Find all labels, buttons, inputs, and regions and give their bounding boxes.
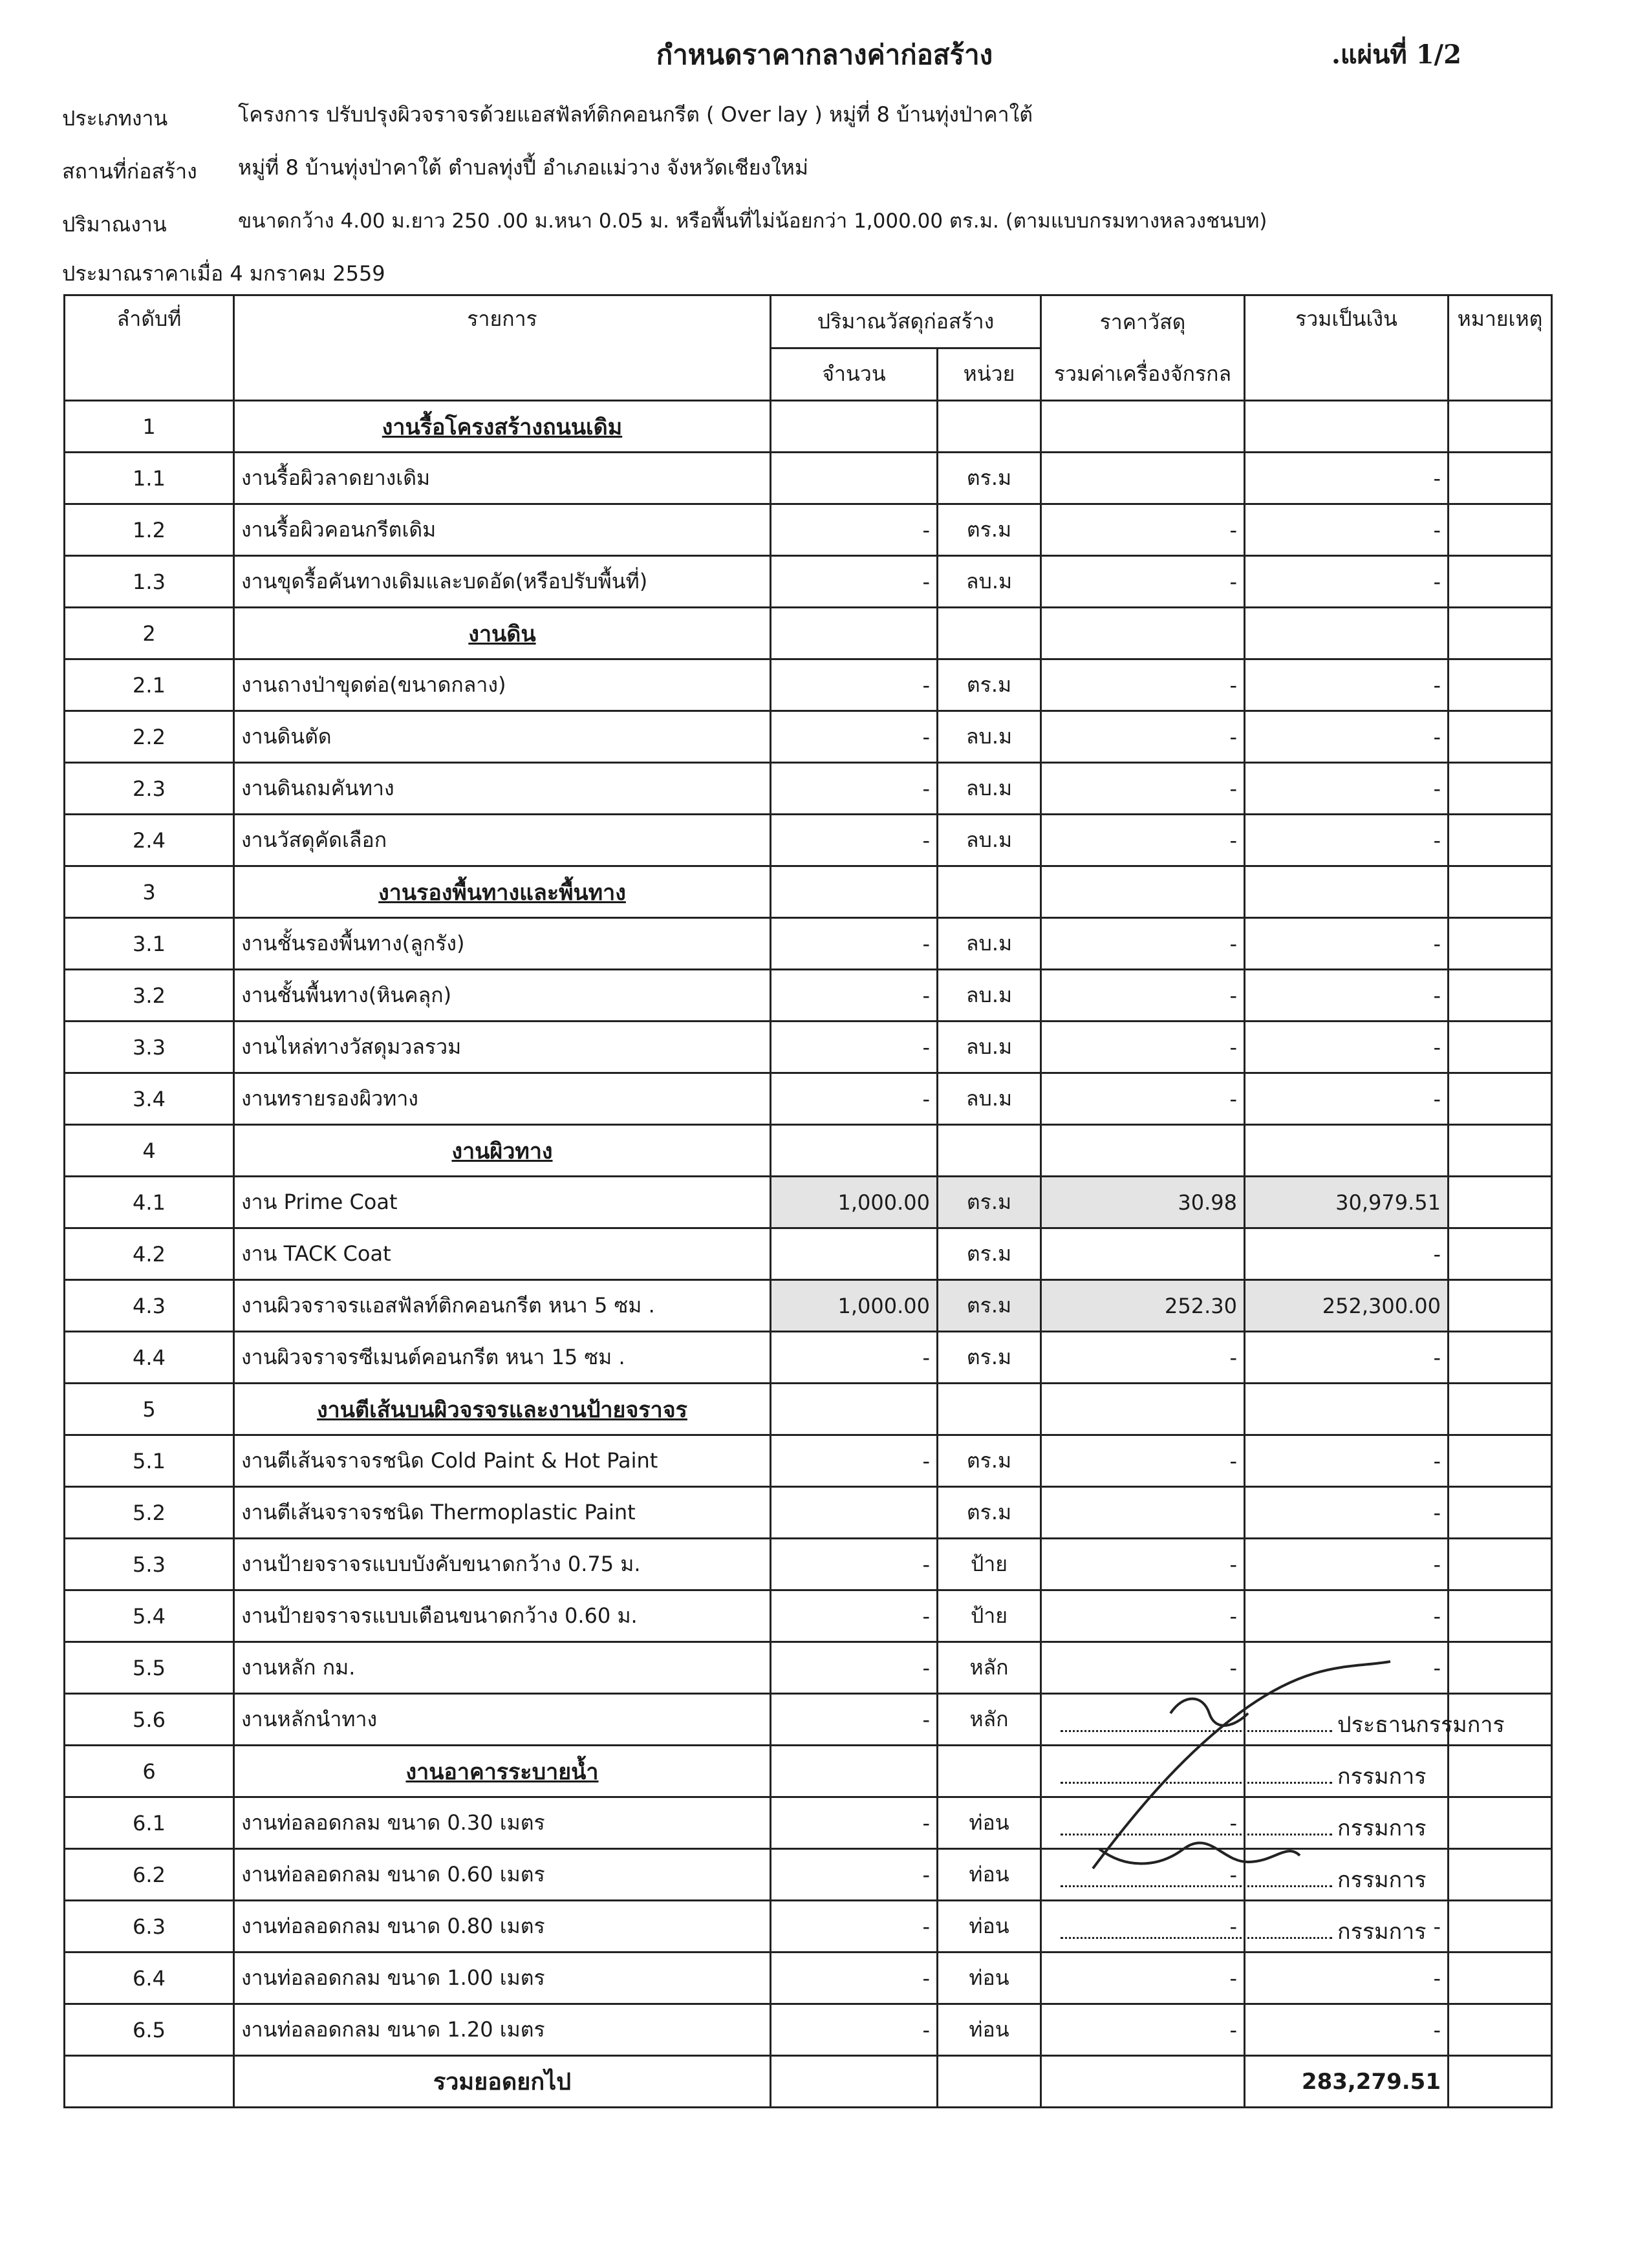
signature-role: กรรมการ <box>1337 1815 1427 1841</box>
section-title: งานดิน <box>234 608 771 659</box>
signature-block <box>1061 1681 1643 1952</box>
cell-unit: ท่อน <box>938 1901 1041 1952</box>
cell-price <box>1041 1125 1245 1177</box>
row-item: งานตีเส้นจราจรชนิด Cold Paint & Hot Paint <box>234 1435 771 1487</box>
cell-price <box>1041 608 1245 659</box>
row-no: 5.1 <box>65 1435 234 1487</box>
meta-value-site: หมู่ที่ 8 บ้านทุ่งป่าคาใต้ ตำบลทุ่งปี้ อำเภอแม่วาง จังหวัดเชียงใหม่ <box>238 155 808 180</box>
cell-qty: - <box>771 1901 938 1952</box>
row-item: งานหลัก กม. <box>234 1642 771 1694</box>
row-item: งานรื้อผิวลาดยางเดิม <box>234 453 771 504</box>
cell-total: - <box>1245 1435 1449 1487</box>
page-title: กำหนดราคากลางค่าก่อสร้าง <box>656 39 993 70</box>
row-no: 1 <box>65 401 234 453</box>
cell-qty: 1,000.00 <box>771 1177 938 1228</box>
cell-total: - <box>1245 1332 1449 1384</box>
section-title: งานตีเส้นบนผิวจรจรและงานป้ายจราจร <box>234 1384 771 1435</box>
cell-price: - <box>1041 1022 1245 1073</box>
cell-unit: ลบ.ม <box>938 970 1041 1022</box>
total-blank-unit <box>938 2056 1041 2108</box>
row-no: 3 <box>65 866 234 918</box>
section-row <box>65 866 1552 918</box>
cell-qty: - <box>771 1952 938 2004</box>
row-no: 5.4 <box>65 1590 234 1642</box>
cell-price: - <box>1041 1332 1245 1384</box>
cell-total <box>1245 608 1449 659</box>
signature-role: กรรมการ <box>1337 1764 1427 1790</box>
cell-qty: - <box>771 1332 938 1384</box>
cell-total: - <box>1245 711 1449 763</box>
total-row <box>65 2056 1552 2108</box>
cell-remark <box>1449 1435 1552 1487</box>
meta-value-quantity: ขนาดกว้าง 4.00 ม.ยาว 250 .00 ม.หนา 0.05 ม. หรือพื้นที่ไม่น้อยกว่า 1,000.00 ตร.ม. (ตามแบบกรมทางหลวงชนบท) <box>238 209 1267 233</box>
cell-remark <box>1449 711 1552 763</box>
row-no: 6.1 <box>65 1797 234 1849</box>
cell-total <box>1245 1125 1449 1177</box>
cell-unit: ตร.ม <box>938 1332 1041 1384</box>
cell-unit <box>938 866 1041 918</box>
cell-price: - <box>1041 1073 1245 1125</box>
cell-remark <box>1449 1125 1552 1177</box>
cell-total: - <box>1245 1228 1449 1280</box>
cell-price: - <box>1041 970 1245 1022</box>
cell-qty <box>771 1384 938 1435</box>
row-item: งานรื้อผิวคอนกรีตเดิม <box>234 504 771 556</box>
table-row <box>65 763 1552 815</box>
row-item: งานวัสดุคัดเลือก <box>234 815 771 866</box>
cell-remark <box>1449 659 1552 711</box>
cell-remark <box>1449 918 1552 970</box>
total-blank <box>65 2056 234 2108</box>
cell-price: - <box>1041 1435 1245 1487</box>
section-title: งานอาคารระบายน้ำ <box>234 1746 771 1797</box>
row-no: 4.2 <box>65 1228 234 1280</box>
cell-price <box>1041 453 1245 504</box>
cell-price: - <box>1041 1901 1245 1952</box>
cell-price <box>1041 401 1245 453</box>
cell-total: - <box>1245 815 1449 866</box>
cell-price: - <box>1041 763 1245 815</box>
row-item: งานทรายรองผิวทาง <box>234 1073 771 1125</box>
cell-unit: ตร.ม <box>938 504 1041 556</box>
cell-qty: - <box>771 815 938 866</box>
cell-price: - <box>1041 1849 1245 1901</box>
table-row <box>65 1177 1552 1228</box>
row-item: งานดินตัด <box>234 711 771 763</box>
table-row <box>65 453 1552 504</box>
row-no: 4.4 <box>65 1332 234 1384</box>
table-row <box>65 1280 1552 1332</box>
table-row <box>65 1332 1552 1384</box>
header-price <box>1041 295 1245 401</box>
cell-unit: ท่อน <box>938 1849 1041 1901</box>
row-no: 3.1 <box>65 918 234 970</box>
row-no: 1.2 <box>65 504 234 556</box>
signature-line <box>1061 1914 1426 1949</box>
meta-label-quantity: ปริมาณงาน <box>62 212 167 237</box>
cell-qty <box>771 401 938 453</box>
row-item: งานผิวจราจรแอสฟัลท์ติกคอนกรีต หนา 5 ซม . <box>234 1280 771 1332</box>
cell-total: 30,979.51 <box>1245 1177 1449 1228</box>
row-no: 5 <box>65 1384 234 1435</box>
row-no: 5.5 <box>65 1642 234 1694</box>
cell-unit: ตร.ม <box>938 1487 1041 1539</box>
cell-unit: ลบ.ม <box>938 1073 1041 1125</box>
row-item: งานตีเส้นจราจรชนิด Thermoplastic Paint <box>234 1487 771 1539</box>
cell-qty: - <box>771 1642 938 1694</box>
row-item: งานท่อลอดกลม ขนาด 0.60 เมตร <box>234 1849 771 1901</box>
cell-total: - <box>1245 1901 1449 1952</box>
cell-unit: ป้าย <box>938 1539 1041 1590</box>
cell-qty <box>771 1487 938 1539</box>
cell-price: - <box>1041 2004 1245 2056</box>
cell-total: - <box>1245 1073 1449 1125</box>
cell-price: - <box>1041 504 1245 556</box>
cell-unit <box>938 401 1041 453</box>
meta-label-work-type: ประเภทงาน <box>62 106 168 131</box>
cell-price: - <box>1041 1952 1245 2004</box>
signature-role: กรรมการ <box>1337 1867 1427 1893</box>
cell-price <box>1041 1384 1245 1435</box>
table-row <box>65 1487 1552 1539</box>
cell-unit: ลบ.ม <box>938 711 1041 763</box>
cell-qty: 1,000.00 <box>771 1280 938 1332</box>
table-row <box>65 1228 1552 1280</box>
cell-qty: - <box>771 1022 938 1073</box>
signature-role: ประธานกรรมการ <box>1337 1712 1505 1738</box>
cell-qty: - <box>771 970 938 1022</box>
table-row <box>65 1590 1552 1642</box>
cell-remark <box>1449 1280 1552 1332</box>
row-item: งานหลักนำทาง <box>234 1694 771 1746</box>
row-no: 1.3 <box>65 556 234 608</box>
total-blank-qty <box>771 2056 938 2108</box>
table-header <box>65 295 1552 401</box>
cell-remark <box>1449 815 1552 866</box>
row-no: 4.3 <box>65 1280 234 1332</box>
total-value: 283,279.51 <box>1245 2056 1449 2108</box>
cell-price: - <box>1041 556 1245 608</box>
table-row <box>65 815 1552 866</box>
row-no: 1.1 <box>65 453 234 504</box>
cell-unit: ตร.ม <box>938 453 1041 504</box>
table-row <box>65 659 1552 711</box>
table-row <box>65 1022 1552 1073</box>
cell-remark <box>1449 608 1552 659</box>
signature-role: กรรมการ <box>1337 1919 1427 1945</box>
header-qty-group: ปริมาณวัสดุก่อสร้าง <box>771 295 1041 348</box>
cell-qty: - <box>771 1435 938 1487</box>
cell-qty: - <box>771 659 938 711</box>
cell-total <box>1245 1384 1449 1435</box>
cell-total: - <box>1245 504 1449 556</box>
handwritten-signature-icon <box>1054 1655 1507 1888</box>
cell-unit: ลบ.ม <box>938 556 1041 608</box>
section-title: งานรองพื้นทางและพื้นทาง <box>234 866 771 918</box>
header-no: ลำดับที่ <box>65 295 234 401</box>
cell-total: - <box>1245 918 1449 970</box>
cell-total: - <box>1245 1642 1449 1694</box>
row-no: 6.2 <box>65 1849 234 1901</box>
table-row <box>65 556 1552 608</box>
table-row <box>65 1952 1552 2004</box>
row-item: งานผิวจราจรซีเมนต์คอนกรีต หนา 15 ซม . <box>234 1332 771 1384</box>
table-row <box>65 918 1552 970</box>
table-row <box>65 970 1552 1022</box>
row-no: 5.6 <box>65 1694 234 1746</box>
cell-qty <box>771 1746 938 1797</box>
cell-qty: - <box>771 1073 938 1125</box>
row-item: งานท่อลอดกลม ขนาด 0.30 เมตร <box>234 1797 771 1849</box>
cell-total: - <box>1245 453 1449 504</box>
cell-remark <box>1449 1590 1552 1642</box>
row-no: 2.1 <box>65 659 234 711</box>
cell-qty: - <box>771 1539 938 1590</box>
cell-total: - <box>1245 763 1449 815</box>
row-item: งาน Prime Coat <box>234 1177 771 1228</box>
section-row <box>65 608 1552 659</box>
cell-qty: - <box>771 556 938 608</box>
cell-remark <box>1449 1952 1552 2004</box>
row-no: 5.2 <box>65 1487 234 1539</box>
cell-unit: ท่อน <box>938 2004 1041 2056</box>
section-title: งานรื้อโครงสร้างถนนเดิม <box>234 401 771 453</box>
cell-price <box>1041 1487 1245 1539</box>
row-item: งานท่อลอดกลม ขนาด 1.00 เมตร <box>234 1952 771 2004</box>
row-item: งานไหล่ทางวัสดุมวลรวม <box>234 1022 771 1073</box>
meta-value-work-type: โครงการ ปรับปรุงผิวจราจรด้วยแอสฟัลท์ติกคอนกรีต ( Over lay ) หมู่ที่ 8 บ้านทุ่งป่าคาใต้ <box>238 102 1033 127</box>
row-item: งานดินถมคันทาง <box>234 763 771 815</box>
cell-total: - <box>1245 1487 1449 1539</box>
meta-label-site: สถานที่ก่อสร้าง <box>62 159 197 184</box>
row-item: งาน TACK Coat <box>234 1228 771 1280</box>
row-no: 2.3 <box>65 763 234 815</box>
cell-price: - <box>1041 711 1245 763</box>
cell-total: - <box>1245 970 1449 1022</box>
cell-total: - <box>1245 1539 1449 1590</box>
row-item: งานถางป่าขุดต่อ(ขนาดกลาง) <box>234 659 771 711</box>
cell-qty <box>771 608 938 659</box>
cell-qty: - <box>771 711 938 763</box>
table-row <box>65 1435 1552 1487</box>
table-row <box>65 711 1552 763</box>
cell-qty: - <box>771 1590 938 1642</box>
cell-unit: หลัก <box>938 1694 1041 1746</box>
row-item: งานขุดรื้อคันทางเดิมและบดอัด(หรือปรับพื้นที่) <box>234 556 771 608</box>
cell-unit: หลัก <box>938 1642 1041 1694</box>
cell-remark <box>1449 1384 1552 1435</box>
cell-qty <box>771 1125 938 1177</box>
row-no: 6.3 <box>65 1901 234 1952</box>
cell-remark <box>1449 1073 1552 1125</box>
cell-unit <box>938 1384 1041 1435</box>
cell-total: - <box>1245 659 1449 711</box>
sheet-number: .แผ่นที่ 1/2 <box>1331 39 1461 70</box>
header-qty: จำนวน <box>771 348 938 401</box>
cell-price <box>1041 866 1245 918</box>
header-price-line1: ราคาวัสดุ <box>1099 310 1186 334</box>
cell-price: - <box>1041 1642 1245 1694</box>
section-row <box>65 1384 1552 1435</box>
cell-remark <box>1449 1177 1552 1228</box>
cell-remark <box>1449 970 1552 1022</box>
cell-unit <box>938 1746 1041 1797</box>
cell-unit: ลบ.ม <box>938 763 1041 815</box>
section-row <box>65 1125 1552 1177</box>
cell-qty <box>771 1228 938 1280</box>
row-no: 6.5 <box>65 2004 234 2056</box>
table-footer <box>65 2056 1552 2108</box>
cell-price: 252.30 <box>1041 1280 1245 1332</box>
row-no: 3.2 <box>65 970 234 1022</box>
cell-total: 252,300.00 <box>1245 1280 1449 1332</box>
header-unit: หน่วย <box>938 348 1041 401</box>
table-row <box>65 2004 1552 2056</box>
cell-price <box>1041 1228 1245 1280</box>
cell-remark <box>1449 1022 1552 1073</box>
row-item: งานท่อลอดกลม ขนาด 1.20 เมตร <box>234 2004 771 2056</box>
cell-unit: ตร.ม <box>938 1435 1041 1487</box>
header-price-line2: รวมค่าเครื่องจักรกล <box>1053 361 1232 386</box>
cell-total: - <box>1245 1590 1449 1642</box>
cell-price: - <box>1041 815 1245 866</box>
cell-unit: ป้าย <box>938 1590 1041 1642</box>
cell-qty: - <box>771 1849 938 1901</box>
row-no: 5.3 <box>65 1539 234 1590</box>
cell-unit: ตร.ม <box>938 1228 1041 1280</box>
cell-qty: - <box>771 2004 938 2056</box>
cell-qty <box>771 453 938 504</box>
header-item: รายการ <box>234 295 771 401</box>
cell-remark <box>1449 1332 1552 1384</box>
cell-price: - <box>1041 1797 1245 1849</box>
table-row <box>65 1073 1552 1125</box>
table-row <box>65 1539 1552 1590</box>
cell-total <box>1245 401 1449 453</box>
header-remark: หมายเหตุ <box>1449 295 1552 401</box>
cell-unit: ท่อน <box>938 1797 1041 1849</box>
row-no: 2.2 <box>65 711 234 763</box>
cell-qty: - <box>771 1797 938 1849</box>
cell-remark <box>1449 453 1552 504</box>
cell-unit <box>938 1125 1041 1177</box>
section-row <box>65 401 1552 453</box>
header-total: รวมเป็นเงิน <box>1245 295 1449 401</box>
row-no: 4 <box>65 1125 234 1177</box>
cell-price: 30.98 <box>1041 1177 1245 1228</box>
row-item: งานชั้นรองพื้นทาง(ลูกรัง) <box>234 918 771 970</box>
cell-remark <box>1449 763 1552 815</box>
row-item: งานป้ายจราจรแบบเตือนขนาดกว้าง 0.60 ม. <box>234 1590 771 1642</box>
cell-unit: ลบ.ม <box>938 815 1041 866</box>
row-item: งานป้ายจราจรแบบบังคับขนาดกว้าง 0.75 ม. <box>234 1539 771 1590</box>
cell-price: - <box>1041 1539 1245 1590</box>
cell-remark <box>1449 401 1552 453</box>
cell-qty: - <box>771 763 938 815</box>
row-no: 6 <box>65 1746 234 1797</box>
cell-remark <box>1449 2004 1552 2056</box>
cell-unit: ท่อน <box>938 1952 1041 2004</box>
cell-total: - <box>1245 2004 1449 2056</box>
cell-unit: ลบ.ม <box>938 1022 1041 1073</box>
row-no: 2 <box>65 608 234 659</box>
cell-remark <box>1449 1228 1552 1280</box>
cell-qty: - <box>771 1694 938 1746</box>
cell-qty <box>771 866 938 918</box>
cell-remark <box>1449 504 1552 556</box>
cell-qty: - <box>771 504 938 556</box>
row-no: 3.4 <box>65 1073 234 1125</box>
cell-unit: ตร.ม <box>938 659 1041 711</box>
row-item: งานชั้นพื้นทาง(หินคลุก) <box>234 970 771 1022</box>
row-no: 4.1 <box>65 1177 234 1228</box>
cell-price: - <box>1041 1590 1245 1642</box>
cell-total <box>1245 866 1449 918</box>
cell-unit: ตร.ม <box>938 1280 1041 1332</box>
estimate-date: ประมาณราคาเมื่อ 4 มกราคม 2559 <box>62 261 385 286</box>
cell-unit: ลบ.ม <box>938 918 1041 970</box>
row-item: งานท่อลอดกลม ขนาด 0.80 เมตร <box>234 1901 771 1952</box>
row-no: 6.4 <box>65 1952 234 2004</box>
cell-remark <box>1449 556 1552 608</box>
cell-qty: - <box>771 918 938 970</box>
cell-unit <box>938 608 1041 659</box>
table-row <box>65 504 1552 556</box>
total-blank-remark <box>1449 2056 1552 2108</box>
cell-price: - <box>1041 659 1245 711</box>
cell-total: - <box>1245 1952 1449 2004</box>
section-title: งานผิวทาง <box>234 1125 771 1177</box>
cell-remark <box>1449 866 1552 918</box>
cell-remark <box>1449 1539 1552 1590</box>
total-label: รวมยอดยกไป <box>234 2056 771 2108</box>
cell-total: - <box>1245 556 1449 608</box>
total-blank-price <box>1041 2056 1245 2108</box>
cell-remark <box>1449 1487 1552 1539</box>
row-no: 3.3 <box>65 1022 234 1073</box>
cell-unit: ตร.ม <box>938 1177 1041 1228</box>
row-no: 2.4 <box>65 815 234 866</box>
cell-total: - <box>1245 1022 1449 1073</box>
cell-price: - <box>1041 918 1245 970</box>
